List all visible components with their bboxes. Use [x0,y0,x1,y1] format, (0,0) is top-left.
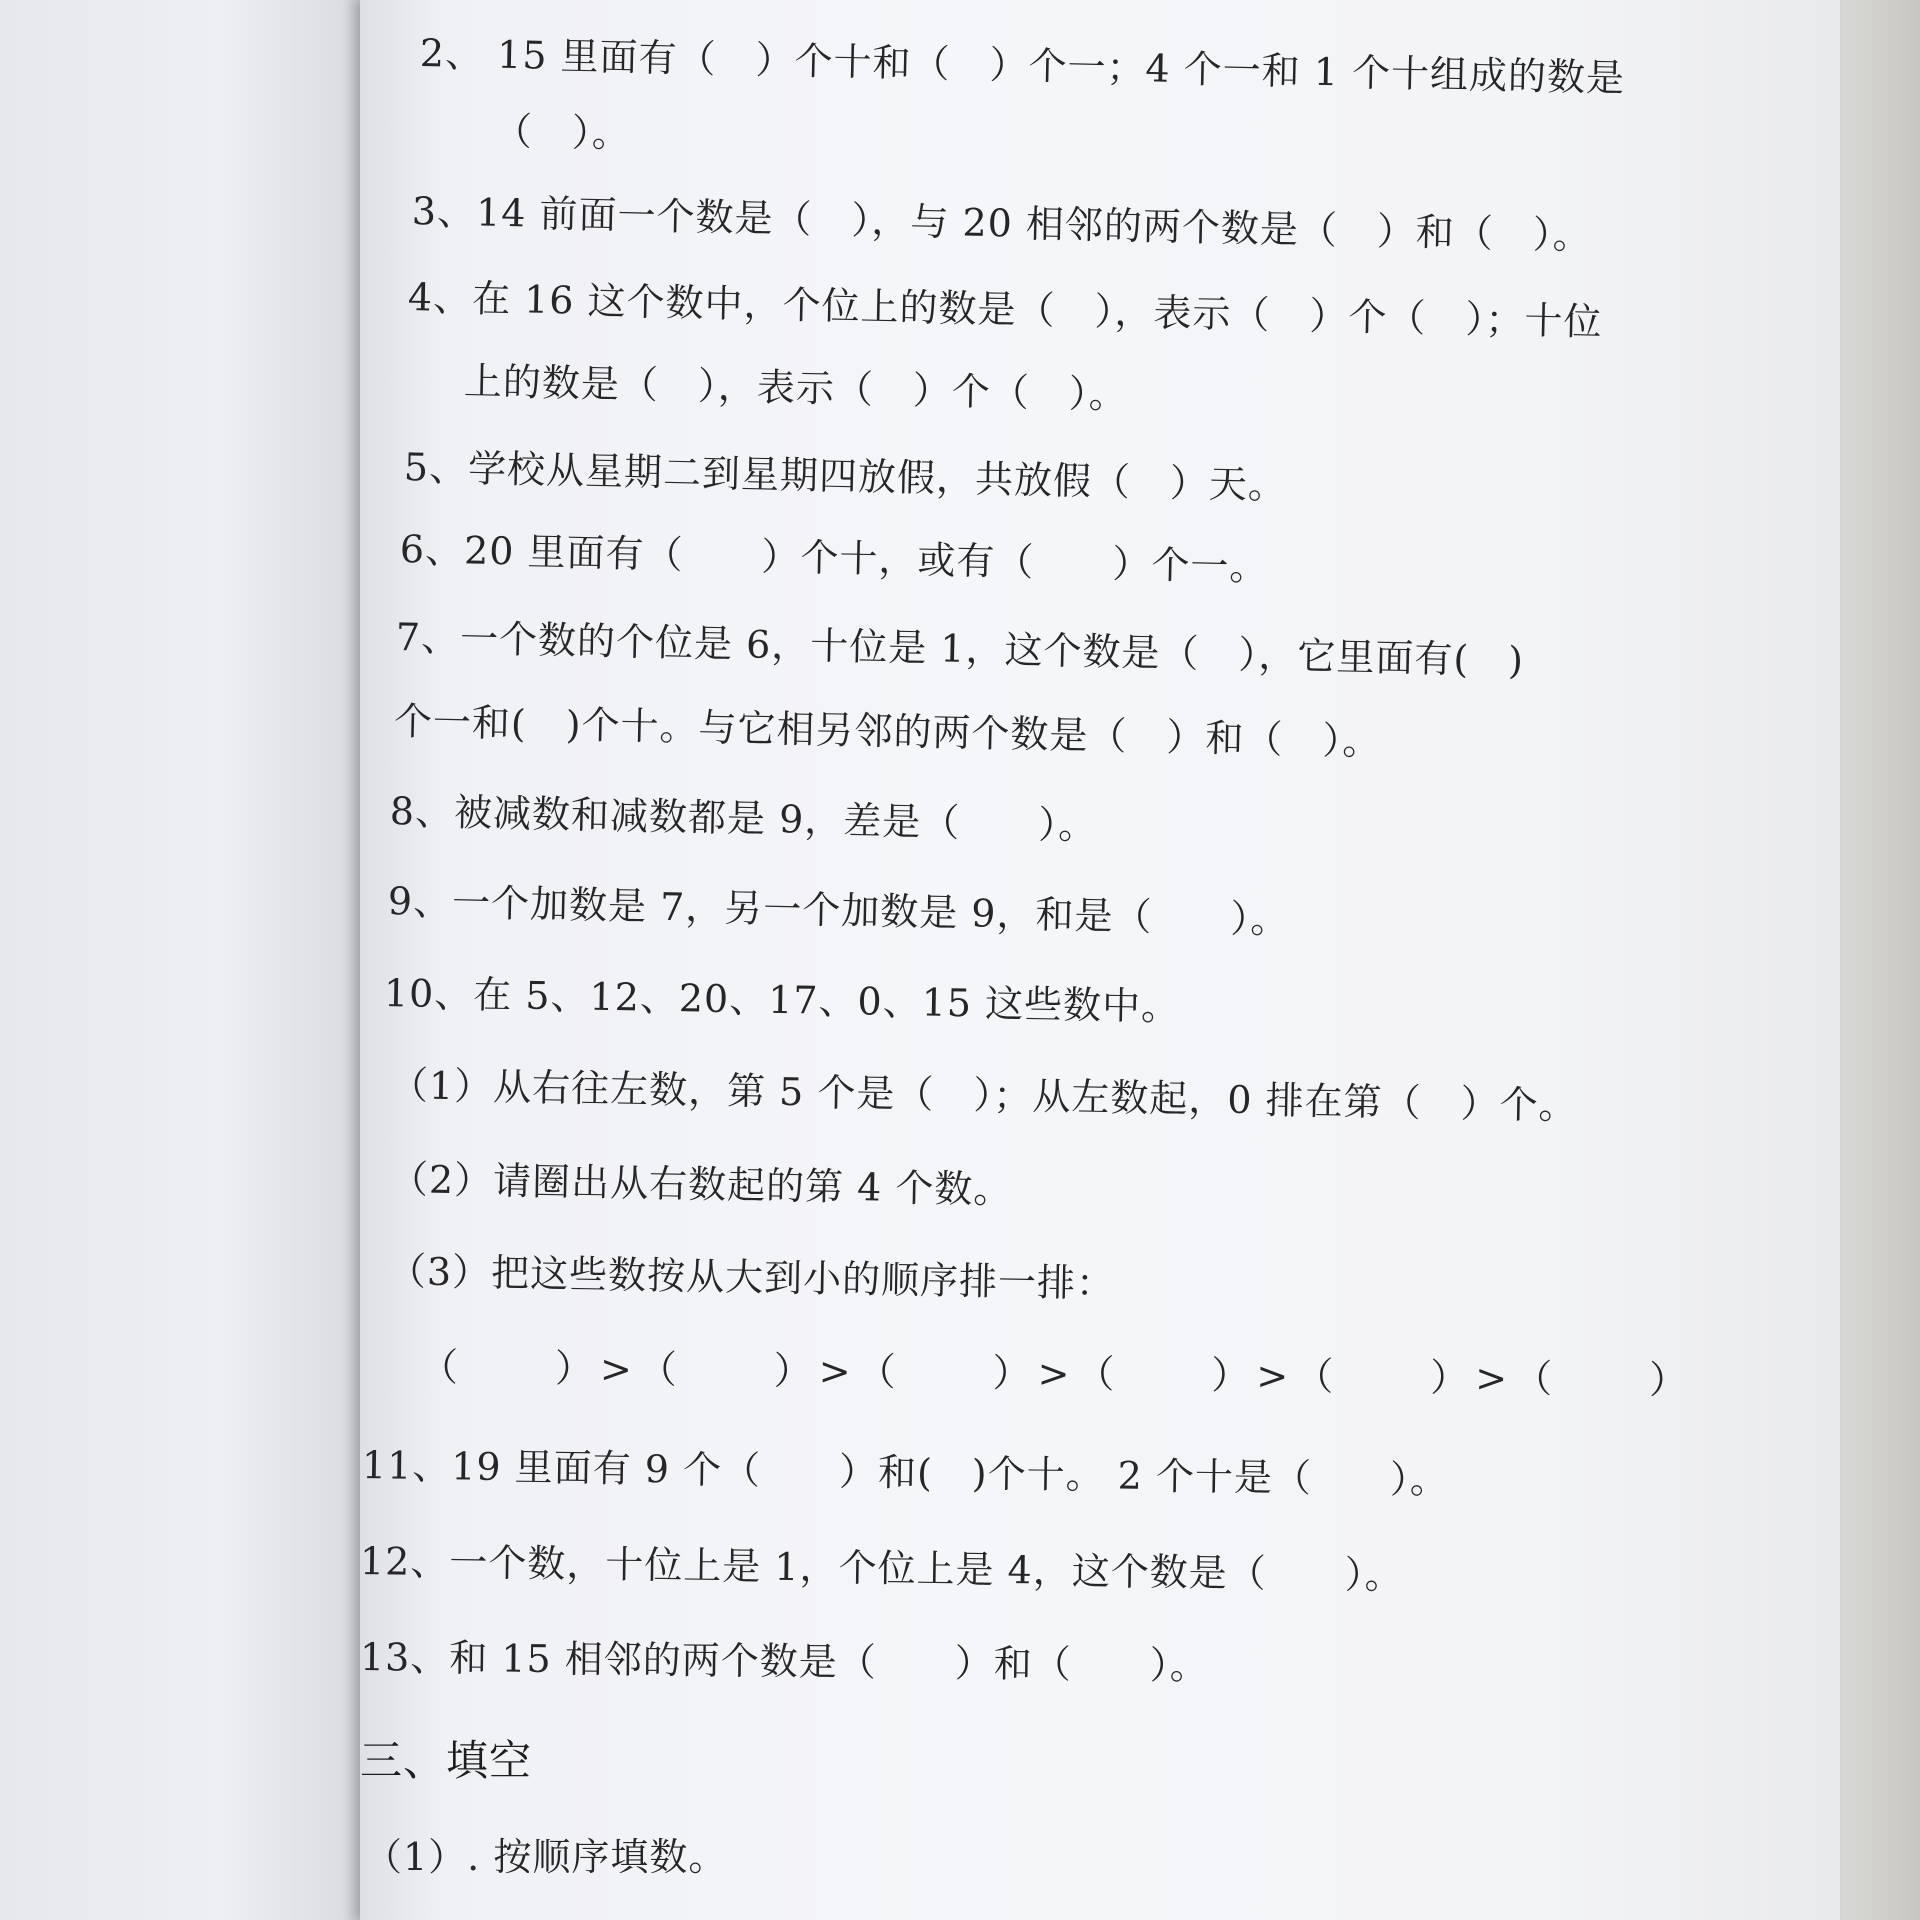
question-11: 11、19 里面有 9 个（ ）和( )个十。 2 个十是（ ）。 [361,1443,1450,1503]
ordering-blanks: （ ）>（ ）>（ ）>（ ）>（ ）>（ ） [419,1345,1695,1403]
question-13: 13、和 15 相邻的两个数是（ ）和（ ）。 [359,1635,1210,1688]
question-8: 8、被减数和减数都是 9，差是（ ）。 [389,789,1098,848]
left-page [0,0,370,1920]
question-7-line-1: 7、一个数的个位是 6，十位是 1，这个数是（ ），它里面有( ) [395,615,1525,683]
question-9: 9、一个加数是 7，另一个加数是 9，和是（ ）。 [387,879,1290,942]
question-2-line-2: （ ）。 [493,109,632,156]
question-4-line-2: 上的数是（ ），表示（ ）个（ ）。 [463,359,1129,417]
right-edge [1838,0,1920,1920]
question-10-part-3: （3）把这些数按从大到小的顺序排一排： [387,1249,1116,1306]
question-3: 3、14 前面一个数是（ ），与 20 相邻的两个数是（ ）和（ ）。 [411,189,1593,258]
worksheet-page [360,0,1840,1920]
question-10-part-1: （1）从右往左数，第 5 个是（ ）；从左数起，0 排在第（ ）个。 [389,1063,1578,1128]
section-3-part-1: （1）. 按顺序填数。 [364,1835,728,1879]
section-heading: 三、填空 [360,1736,533,1785]
question-6: 6、20 里面有（ ）个十，或有（ ）个一。 [399,527,1269,590]
question-5: 5、学校从星期二到星期四放假，共放假（ ）天。 [403,445,1288,508]
question-2-line-1: 2、 15 里面有（ ）个十和（ ）个一；4 个一和 1 个十组成的数是 [419,31,1626,101]
question-7-line-2: 个一和( )个十。与它相另邻的两个数是（ ）和（ ）。 [393,699,1382,764]
question-10: 10、在 5、12、20、17、0、15 这些数中。 [383,971,1181,1029]
question-10-part-2: （2）请圈出从右数起的第 4 个数。 [389,1157,1013,1212]
question-12: 12、一个数，十位上是 1，个位上是 4，这个数是（ ）。 [359,1539,1405,1598]
question-4-line-1: 4、在 16 这个数中，个位上的数是（ ），表示（ ）个（ ）；十位 [407,275,1603,345]
